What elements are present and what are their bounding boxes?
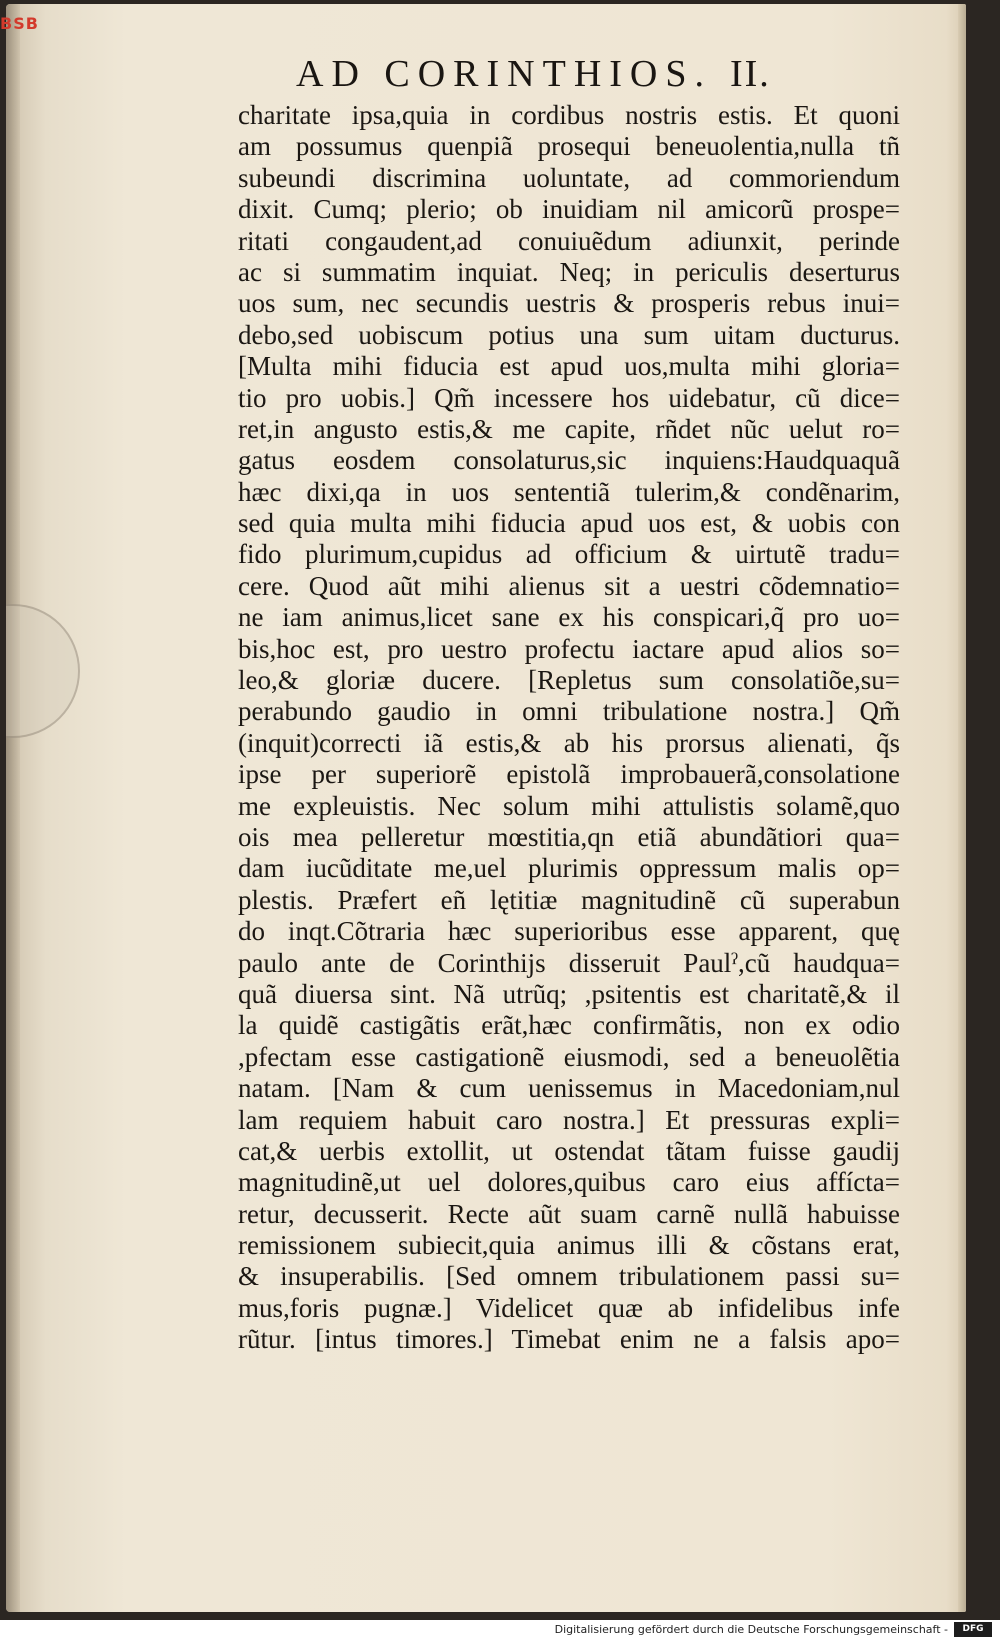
text-line: natam. [Nam & cum uenissemus in Macedoniam,nul [238, 1073, 900, 1104]
text-line: [Multa mihi fiducia est apud uos,multa mihi gloria= [238, 351, 900, 382]
text-line: gatus eosdem consolaturus,sic inquiens:Haudquaquã [238, 445, 900, 476]
text-line: lam requiem habuit caro nostra.] Et pressuras expli= [238, 1104, 900, 1135]
text-line: ac si summatim inquiat. Neq; in periculis deserturus [238, 256, 900, 287]
text-line: me expleuistis. Nec solum mihi attulistis solamẽ,quo [238, 790, 900, 821]
page-edge-shadow [958, 4, 966, 1612]
book-page [6, 4, 966, 1612]
text-line: plestis. Præfert eñ lętitiæ magnitudinẽ cũ superabun [238, 884, 900, 915]
text-line: ,pfectam esse castigationẽ eiusmodi, sed a beneuolẽtia [238, 1041, 900, 1072]
text-line: ipse per superiorẽ epistolã improbauerã,consolatione [238, 759, 900, 790]
text-line: uos sum, nec secundis uestris & prosperis rebus inui= [238, 288, 900, 319]
text-line: remissionem subiecit,quia animus illi & cõstans erat, [238, 1230, 900, 1261]
text-line: paulo ante de Corinthijs disseruit Paulˀ,cũ haudqua= [238, 947, 900, 978]
text-line: perabundo gaudio in omni tribulatione nostra.] Qm̃ [238, 696, 900, 727]
running-head-title: AD CORINTHIOS. [296, 53, 712, 95]
text-line: cere. Quod aũt mihi alienus sit a uestri cõdemnatio= [238, 570, 900, 601]
text-line: subeundi discrimina uoluntate, ad commoriendum [238, 162, 900, 193]
text-line: dam iucũditate me,uel plurimis oppressum malis op= [238, 853, 900, 884]
running-head [296, 52, 856, 96]
text-line: ritati congaudent,ad conuiuẽdum adiunxit, perinde [238, 225, 900, 256]
text-line: cat,& uerbis extollit, ut ostendat tãtam fuisse gaudij [238, 1135, 900, 1166]
dfg-logo: DFG [954, 1622, 992, 1637]
body-text [238, 100, 900, 1356]
text-line: do inqt.Cõtraria hæc superioribus esse apparent, quę [238, 916, 900, 947]
text-line: bis,hoc est, pro uestro profectu iactare apud alios so= [238, 633, 900, 664]
text-line: ret,in angusto estis,& me capite, rñdet nũc uelut ro= [238, 413, 900, 444]
text-line: & insuperabilis. [Sed omnem tribulationem passi su= [238, 1261, 900, 1292]
text-line: ois mea pelleretur mœstitia,qn etiã abundãtiori qua= [238, 821, 900, 852]
text-line: quã diuersa sint. Nã utrũq; ,psitentis est charitatẽ,& il [238, 978, 900, 1009]
text-line: retur, decusserit. Recte aũt suam carnẽ nullã habuisse [238, 1198, 900, 1229]
text-line: debo,sed uobiscum potius una sum uitam ducturus. [238, 319, 900, 350]
text-line: leo,& gloriæ ducere. [Repletus sum consolatiõe,su= [238, 665, 900, 696]
text-line: hæc dixi,qa in uos sententiã tulerim,& condẽnarim, [238, 476, 900, 507]
library-watermark: BSB [0, 14, 39, 33]
folio-number: II. [730, 53, 771, 95]
text-line: dixit. Cumq; plerio; ob inuidiam nil amicorũ prospe= [238, 194, 900, 225]
text-line: fido plurimum,cupidus ad officium & uirtutẽ tradu= [238, 539, 900, 570]
page-gutter-shadow [6, 4, 20, 1612]
funding-note: Digitalisierung gefördert durch die Deutsche Forschungsgemeinschaft - [554, 1623, 948, 1636]
page-clip-mark [6, 604, 80, 738]
text-line: ne iam animus,licet sane ex his conspicari,q̃ pro uo= [238, 602, 900, 633]
text-line: magnitudinẽ,ut uel dolores,quibus caro eius affícta= [238, 1167, 900, 1198]
text-line: la quidẽ castigãtis erãt,hæc confirmãtis, non ex odio [238, 1010, 900, 1041]
text-line: charitate ipsa,quia in cordibus nostris estis. Et quoni [238, 100, 900, 130]
text-line: mus,foris pugnæ.] Videlicet quæ ab infidelibus infe [238, 1292, 900, 1323]
text-line: sed quia multa mihi fiducia apud uos est, & uobis con [238, 508, 900, 539]
text-line: (inquit)correcti iã estis,& ab his prorsus alienati, q̃s [238, 727, 900, 758]
text-line: rũtur. [intus timores.] Timebat enim ne a falsis apo= [238, 1324, 900, 1355]
text-line: am possumus quenpiã prosequi beneuolentia,nulla tñ [238, 131, 900, 162]
text-line: tio pro uobis.] Qm̃ incessere hos uidebatur, cũ dice= [238, 382, 900, 413]
